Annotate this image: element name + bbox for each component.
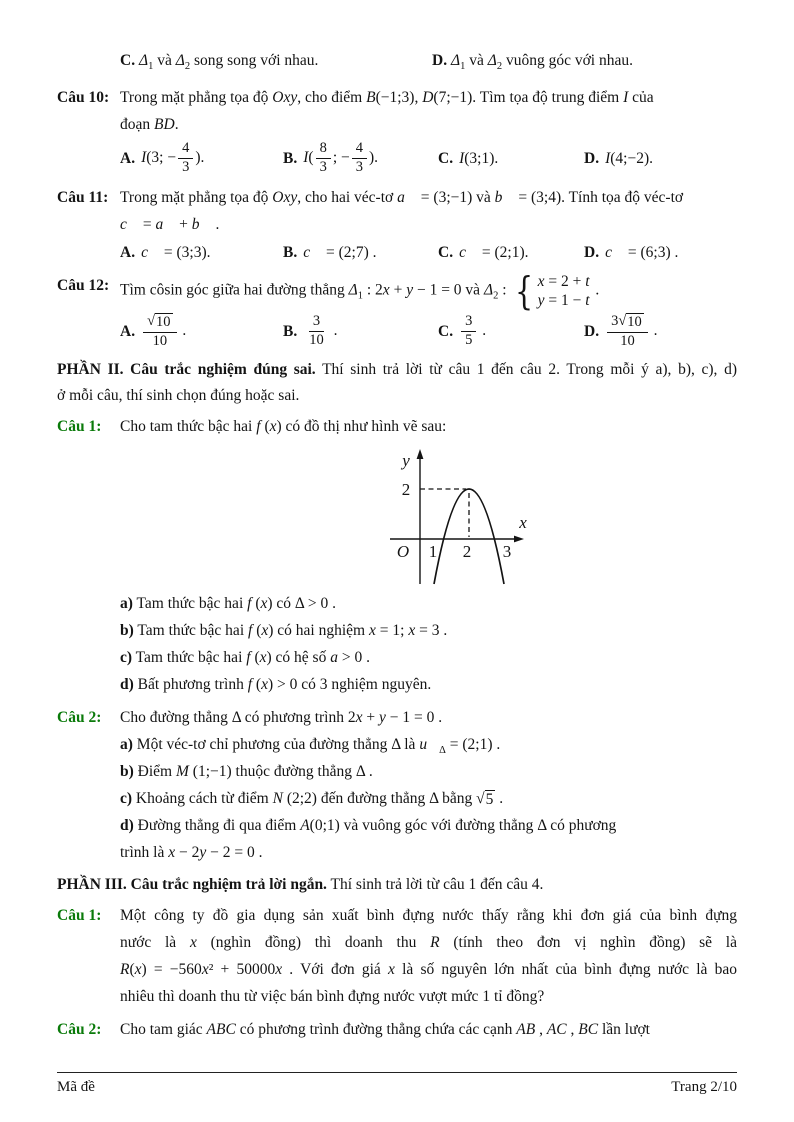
statement-b: b) Tam thức bậc hai f (x) có hai nghiệm x = 1; x = 3 . xyxy=(120,622,448,640)
part2-heading-line1 xyxy=(57,357,737,383)
question-p3-cau2 xyxy=(57,1016,737,1043)
statement-d-line2: trình là x − 2y − 2 = 0 . xyxy=(120,844,263,862)
statement-a: a) Một véc-tơ chỉ phương của đường thẳng Δ là $u⃗_\Delta$ = (2;1) . xyxy=(120,736,501,757)
question-body xyxy=(120,184,737,266)
statement-b: b) Điểm M (1;−1) thuộc đường thẳng Δ . xyxy=(120,763,373,781)
option-d: D. I(4;−2). xyxy=(584,149,653,167)
option-a: A. c⃗ = (3;3). xyxy=(120,243,211,261)
part3-heading xyxy=(57,872,737,898)
part2-heading-line2: ở mỗi câu, thí sinh chọn đúng hoặc sai. xyxy=(57,387,300,405)
question-text-line: Cho đường thẳng Δ có phương trình 2x + y − 1 = 0 . xyxy=(120,709,443,727)
option-c xyxy=(120,48,432,74)
question-body xyxy=(120,413,737,440)
question-p2-cau1 xyxy=(57,413,737,440)
question-label: Câu 2: xyxy=(57,709,102,727)
x-axis-label: x xyxy=(519,513,527,533)
question-text-line: R(x) = −560x² + 50000x . Với đơn giá x là số nguyên lớn nhất của bình đựng nước là bao xyxy=(120,961,737,979)
y-tick-2: 2 xyxy=(401,480,411,500)
question-label: Câu 10: xyxy=(57,89,110,106)
question-label: Câu 2: xyxy=(57,1021,102,1039)
question-text-line: Một công ty đồ gia dụng sản xuất bình đựng nước thấy rằng khi đơn giá của bình đựng xyxy=(120,907,737,925)
statement-c: c) Khoảng cách từ điểm N (2;2) đến đường thẳng Δ bằng √ 5 . xyxy=(120,790,504,809)
p2q1-statements xyxy=(57,590,737,698)
part3-heading-line xyxy=(57,872,737,898)
y-axis-arrow-icon xyxy=(417,449,424,459)
option-c: C. c⃗ = (2;1). xyxy=(438,243,529,261)
question-text-line: đoạn BD. xyxy=(120,116,179,133)
option-text: $\Delta_1$ và $\Delta_2$ song song với nhau. xyxy=(138,52,319,73)
statement-d-line1: d) Đường thẳng đi qua điểm A(0;1) và vuông góc với đường thẳng Δ có phương xyxy=(120,817,617,835)
x-tick-3: 3 xyxy=(502,542,512,562)
question-label: Câu 12: xyxy=(57,276,110,294)
part3-heading-tail: Thí sinh trả lời từ câu 1 đến câu 4. xyxy=(326,876,544,894)
part2-heading-bold: PHẦN II. Câu trắc nghiệm đúng sai. xyxy=(57,361,316,379)
question-text-line: nhiêu thì doanh thu từ việc bán bình đựng nước vượt mức 1 tỉ đồng? xyxy=(120,988,545,1006)
question-cau10 xyxy=(57,84,737,178)
x-tick-2: 2 xyxy=(462,542,472,562)
question-text-line: nước là x (nghìn đồng) thì doanh thu R (tính theo đơn vị nghìn đồng) sẽ là xyxy=(120,934,737,952)
statement-c: c) Tam thức bậc hai f (x) có hệ số a > 0 . xyxy=(120,649,370,667)
y-axis-label: y xyxy=(402,451,410,471)
option-b: B. I( $\frac{8}{3}$ ; − $\frac{4}{3}$ ). xyxy=(283,140,379,175)
option-a: A. I(3; − $\frac{4}{3}$ ). xyxy=(120,140,205,175)
question-body xyxy=(120,704,737,866)
options-row xyxy=(120,311,737,352)
question-cau12 xyxy=(57,268,737,352)
option-c: C. $\frac{3}{5}$ . xyxy=(438,312,487,348)
question-text-line: Tìm côsin góc giữa hai đường thẳng $\Delta_1$ : 2x + y − 1 = 0 và $\Delta_2$ : { x = 2 + t y = 1 − t . xyxy=(120,268,600,313)
options-row xyxy=(120,239,737,266)
statement-a: a) Tam thức bậc hai f (x) có Δ > 0 . xyxy=(120,595,337,613)
question-label: Câu 1: xyxy=(57,907,102,925)
x-tick-1: 1 xyxy=(428,542,438,562)
option-key: C. xyxy=(120,52,136,69)
prev-question-options-row xyxy=(120,48,737,74)
option-d xyxy=(432,48,633,74)
question-text-line: Cho tam thức bậc hai f (x) có đồ thị như hình vẽ sau: xyxy=(120,418,447,436)
options-row xyxy=(120,139,737,178)
question-text-line: Trong mặt phẳng tọa độ Oxy, cho hai véc-tơ a⃗ = (3;−1) và b⃗ = (3;4). Tính tọa độ véc-tơ xyxy=(120,188,684,206)
exam-code-label: Mã đề xyxy=(57,1079,95,1095)
question-text-line: c⃗ = a⃗ + b⃗ . xyxy=(120,215,220,233)
page-number: Trang 2/10 xyxy=(671,1079,737,1095)
statement-d: d) Bất phương trình f (x) > 0 có 3 nghiệm nguyên. xyxy=(120,676,432,694)
option-a: A. √ 10 10 . xyxy=(120,312,187,349)
question-p2-cau2 xyxy=(57,704,737,866)
question-cau11 xyxy=(57,184,737,266)
x-axis-arrow-icon xyxy=(514,536,524,543)
part2-heading xyxy=(57,357,737,409)
option-b: B. $\frac{3}{10}$ . xyxy=(283,312,338,348)
option-d: D. 3 √ 10 10 . xyxy=(584,312,658,349)
option-text: $\Delta_1$ và $\Delta_2$ vuông góc với nhau. xyxy=(450,52,633,73)
part2-heading-tail: Thí sinh trả lời từ câu 1 đến câu 2. Trong mỗi ý a), b), c), d) xyxy=(315,361,738,379)
question-p3-cau1 xyxy=(57,902,737,1010)
spacer xyxy=(57,590,120,698)
part3-heading-bold: PHẦN III. Câu trắc nghiệm trả lời ngắn. xyxy=(57,876,327,894)
origin-label: O xyxy=(396,542,410,562)
parabola-svg xyxy=(357,446,539,588)
question-label: Câu 1: xyxy=(57,418,102,436)
question-body xyxy=(120,1016,737,1043)
question-text-line: Cho tam giác ABC có phương trình đường thẳng chứa các cạnh AB , AC , BC lần lượt xyxy=(120,1021,650,1039)
statements-body xyxy=(120,590,737,698)
question-body xyxy=(120,84,737,178)
option-d: D. c⃗ = (6;3) . xyxy=(584,243,679,261)
question-label: Câu 11: xyxy=(57,188,109,206)
question-body xyxy=(120,268,737,352)
parabola-figure xyxy=(357,446,539,588)
question-text-line: Trong mặt phẳng tọa độ Oxy, cho điểm B(−1;3), D(7;−1). Tìm tọa độ trung điểm I của xyxy=(120,89,654,106)
option-c: C. I(3;1). xyxy=(438,149,499,167)
page-footer xyxy=(57,1072,737,1097)
option-b: B. c⃗ = (2;7) . xyxy=(283,243,377,261)
question-body xyxy=(120,902,737,1010)
option-key: D. xyxy=(432,52,448,69)
